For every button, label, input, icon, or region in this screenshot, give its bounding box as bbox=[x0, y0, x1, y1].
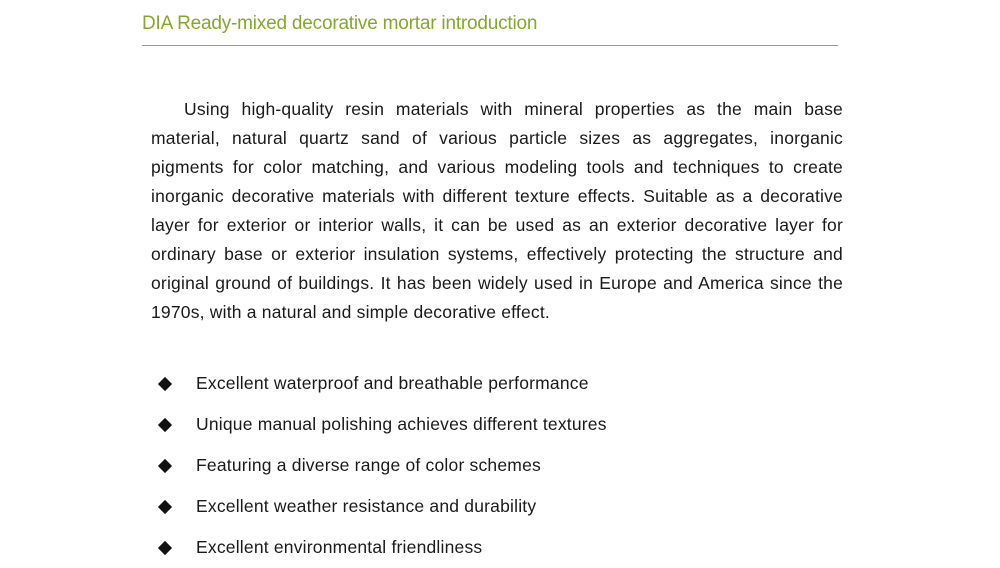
header-divider bbox=[142, 45, 838, 46]
diamond-bullet-icon bbox=[158, 499, 172, 513]
diamond-bullet-icon bbox=[158, 417, 172, 431]
diamond-bullet-icon bbox=[158, 458, 172, 472]
diamond-bullet-icon bbox=[158, 540, 172, 554]
feature-label: Excellent environmental friendliness bbox=[196, 537, 483, 557]
page-header bbox=[142, 10, 838, 46]
intro-paragraph: Using high-quality resin materials with mineral properties as the main base material, natural quartz sand of various particle sizes as aggregates, inorganic pigments for color matching, and various modeling tools and techniques to create inorganic decorative materials with different texture effects. Suitable as a decorative layer for exterior or interior walls, it can be used as an exterior decorative layer for ordinary base or exterior insulation systems, effectively protecting the structure and original ground of buildings. It has been widely used in Europe and America since the 1970s, with a natural and simple decorative effect. bbox=[151, 99, 843, 322]
feature-item bbox=[158, 363, 607, 404]
feature-list bbox=[158, 363, 607, 568]
feature-label: Excellent weather resistance and durability bbox=[196, 496, 537, 516]
feature-label: Unique manual polishing achieves different textures bbox=[196, 414, 607, 434]
feature-item bbox=[158, 527, 607, 568]
feature-item bbox=[158, 404, 607, 445]
diamond-bullet-icon bbox=[158, 376, 172, 390]
feature-item bbox=[158, 445, 607, 486]
feature-item bbox=[158, 486, 607, 527]
page-title: DIA Ready-mixed decorative mortar introduction bbox=[142, 13, 538, 34]
feature-label: Featuring a diverse range of color schemes bbox=[196, 455, 541, 475]
feature-label: Excellent waterproof and breathable performance bbox=[196, 373, 589, 393]
